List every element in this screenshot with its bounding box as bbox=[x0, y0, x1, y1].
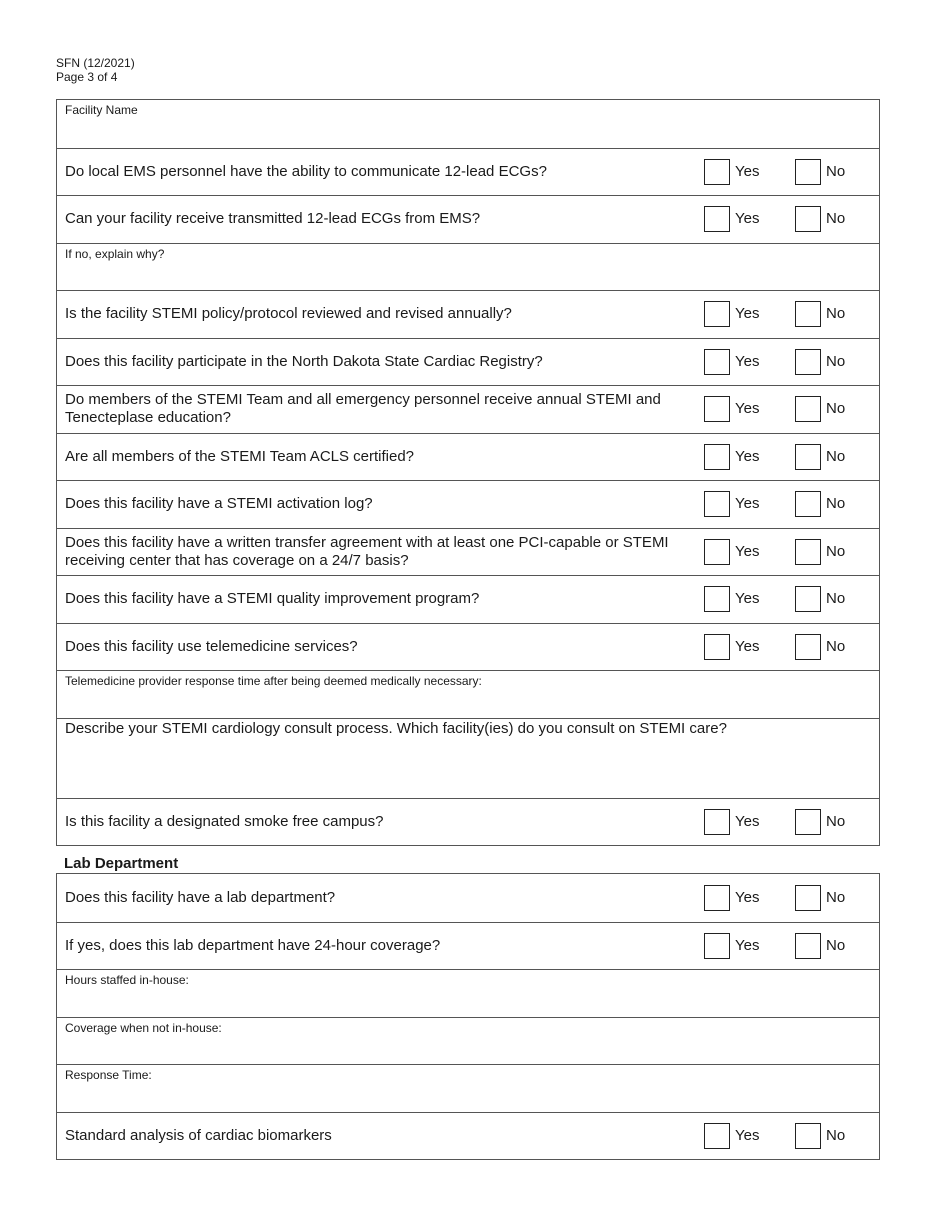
no-checkbox[interactable] bbox=[795, 809, 821, 835]
yes-checkbox[interactable] bbox=[704, 301, 730, 327]
yes-label: Yes bbox=[735, 210, 760, 228]
facility-name-label: Facility Name bbox=[65, 103, 138, 117]
question-row-lab-department bbox=[57, 874, 879, 922]
response-time-label: Response Time: bbox=[65, 1068, 152, 1082]
stemi-questions-table bbox=[56, 99, 880, 846]
telemed-response-field[interactable] bbox=[57, 670, 879, 718]
yes-label: Yes bbox=[735, 162, 760, 180]
question-text: Does this facility use telemedicine services? bbox=[65, 637, 358, 655]
form-id: SFN (12/2021) bbox=[56, 56, 135, 70]
yes-checkbox[interactable] bbox=[704, 586, 730, 612]
yes-label: Yes bbox=[735, 590, 760, 608]
no-checkbox[interactable] bbox=[795, 159, 821, 185]
question-row-lab-24hr bbox=[57, 922, 879, 970]
no-label: No bbox=[826, 400, 846, 418]
yes-checkbox[interactable] bbox=[704, 444, 730, 470]
yes-label: Yes bbox=[735, 542, 760, 560]
yes-checkbox[interactable] bbox=[704, 159, 730, 185]
question-text: Standard analysis of cardiac biomarkers bbox=[65, 1126, 332, 1144]
yes-checkbox[interactable] bbox=[704, 349, 730, 375]
yes-label: Yes bbox=[735, 495, 760, 513]
hours-staffed-field[interactable] bbox=[57, 969, 879, 1017]
no-checkbox[interactable] bbox=[795, 933, 821, 959]
question-row-activation-log bbox=[57, 480, 879, 528]
question-text: Is the facility STEMI policy/protocol reviewed and revised annually? bbox=[65, 305, 512, 323]
explain-why-field[interactable] bbox=[57, 243, 879, 291]
explain-why-label: If no, explain why? bbox=[65, 246, 165, 261]
question-text: Can your facility receive transmitted 12-lead ECGs from EMS? bbox=[65, 210, 481, 228]
question-text: Does this facility have a lab department? bbox=[65, 888, 336, 906]
no-checkbox[interactable] bbox=[795, 885, 821, 911]
no-checkbox[interactable] bbox=[795, 539, 821, 565]
yes-label: Yes bbox=[735, 812, 760, 830]
no-checkbox[interactable] bbox=[795, 349, 821, 375]
page-number: Page 3 of 4 bbox=[56, 70, 118, 84]
no-checkbox[interactable] bbox=[795, 586, 821, 612]
question-row-ems-ecg bbox=[57, 148, 879, 196]
no-label: No bbox=[826, 542, 846, 560]
coverage-field[interactable] bbox=[57, 1017, 879, 1065]
no-label: No bbox=[826, 1126, 846, 1144]
question-text: Does this facility have a written transfer agreement with at least one PCI-capable or STEMI receiving center that has coverage on a 24/7 basis? bbox=[65, 533, 669, 569]
question-text: Do members of the STEMI Team and all emergency personnel receive annual STEMI and Tenecteplase education? bbox=[65, 391, 661, 427]
yes-checkbox[interactable] bbox=[704, 933, 730, 959]
no-checkbox[interactable] bbox=[795, 301, 821, 327]
yes-label: Yes bbox=[735, 1126, 760, 1144]
question-row-cardiac-registry bbox=[57, 338, 879, 386]
yes-label: Yes bbox=[735, 936, 760, 954]
question-row-telemedicine bbox=[57, 623, 879, 671]
question-text: Are all members of the STEMI Team ACLS certified? bbox=[65, 447, 415, 465]
question-text: Do local EMS personnel have the ability to communicate 12-lead ECGs? bbox=[65, 162, 547, 180]
question-row-quality-program bbox=[57, 575, 879, 623]
yes-label: Yes bbox=[735, 637, 760, 655]
question-row-annual-education bbox=[57, 385, 879, 433]
yes-label: Yes bbox=[735, 352, 760, 370]
no-label: No bbox=[826, 352, 846, 370]
yes-label: Yes bbox=[735, 400, 760, 418]
yes-checkbox[interactable] bbox=[704, 396, 730, 422]
form-header bbox=[56, 56, 135, 84]
no-label: No bbox=[826, 210, 846, 228]
hours-staffed-label: Hours staffed in-house: bbox=[65, 973, 189, 987]
consult-process-label: Describe your STEMI cardiology consult process. Which facility(ies) do you consult on STEMI care? bbox=[65, 719, 727, 737]
no-checkbox[interactable] bbox=[795, 634, 821, 660]
question-text: Does this facility have a STEMI quality improvement program? bbox=[65, 590, 480, 608]
no-label: No bbox=[826, 812, 846, 830]
no-label: No bbox=[826, 447, 846, 465]
no-label: No bbox=[826, 305, 846, 323]
question-row-cardiac-biomarkers bbox=[57, 1112, 879, 1160]
yes-checkbox[interactable] bbox=[704, 634, 730, 660]
no-checkbox[interactable] bbox=[795, 444, 821, 470]
question-row-receive-ecg bbox=[57, 195, 879, 243]
yes-checkbox[interactable] bbox=[704, 885, 730, 911]
coverage-label: Coverage when not in-house: bbox=[65, 1020, 222, 1035]
no-label: No bbox=[826, 637, 846, 655]
yes-checkbox[interactable] bbox=[704, 809, 730, 835]
yes-checkbox[interactable] bbox=[704, 539, 730, 565]
question-row-acls bbox=[57, 433, 879, 481]
yes-label: Yes bbox=[735, 888, 760, 906]
question-row-policy-review bbox=[57, 290, 879, 338]
question-row-transfer-agreement bbox=[57, 528, 879, 576]
lab-section-title: Lab Department bbox=[64, 855, 179, 872]
consult-process-field[interactable] bbox=[57, 718, 879, 798]
no-label: No bbox=[826, 936, 846, 954]
question-text: Is this facility a designated smoke free campus? bbox=[65, 812, 384, 830]
facility-name-field[interactable] bbox=[57, 100, 879, 148]
no-checkbox[interactable] bbox=[795, 491, 821, 517]
yes-checkbox[interactable] bbox=[704, 491, 730, 517]
question-text: Does this facility have a STEMI activation log? bbox=[65, 495, 373, 513]
no-checkbox[interactable] bbox=[795, 206, 821, 232]
no-label: No bbox=[826, 888, 846, 906]
yes-label: Yes bbox=[735, 305, 760, 323]
question-row-smoke-free bbox=[57, 798, 879, 846]
yes-label: Yes bbox=[735, 447, 760, 465]
question-text: If yes, does this lab department have 24-hour coverage? bbox=[65, 936, 441, 954]
yes-checkbox[interactable] bbox=[704, 206, 730, 232]
response-time-field[interactable] bbox=[57, 1064, 879, 1112]
no-checkbox[interactable] bbox=[795, 396, 821, 422]
telemed-response-label: Telemedicine provider response time after being deemed medically necessary: bbox=[65, 674, 482, 688]
no-label: No bbox=[826, 590, 846, 608]
no-checkbox[interactable] bbox=[795, 1123, 821, 1149]
yes-checkbox[interactable] bbox=[704, 1123, 730, 1149]
no-label: No bbox=[826, 495, 846, 513]
question-text: Does this facility participate in the North Dakota State Cardiac Registry? bbox=[65, 352, 543, 370]
no-label: No bbox=[826, 162, 846, 180]
lab-table bbox=[56, 873, 880, 1160]
